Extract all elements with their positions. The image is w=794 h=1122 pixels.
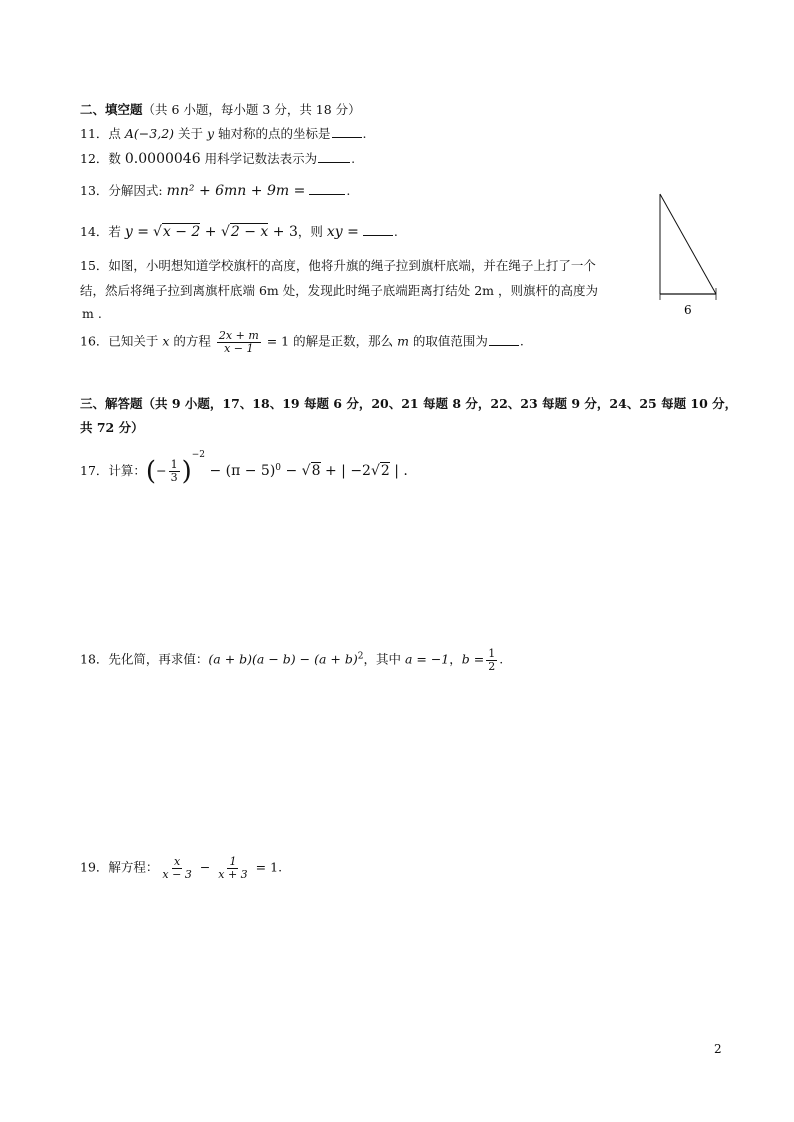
section-3-header-line-1: 三、解答题（共 9 小题，17、18、19 每题 6 分，20、21 每题 8 分，22、23 每题 9 分，24、25 每题 10 分， [80, 396, 738, 411]
math-expression: y = [124, 224, 149, 240]
question-number: 14． [80, 224, 109, 239]
question-number: 13． [80, 183, 109, 198]
math-expression: = 1 [251, 859, 279, 875]
fraction-denominator: x − 3 [162, 867, 192, 881]
question-text: ，其中 [363, 651, 405, 667]
question-text: 先化简，再求值： [108, 651, 209, 667]
math-expression: A(−3,2) [124, 126, 175, 141]
math-expression: mn² + 6mn + 9m = [166, 183, 306, 199]
fraction-numerator: x [174, 855, 181, 868]
question-11 [80, 124, 367, 142]
math-expression: xy = [326, 224, 359, 240]
exponent: 2 [357, 651, 364, 662]
question-15-line-2: 结，然后将绳子拉到离旗杆底端 6m 处，发现此时绳子底端距离打结处 2m ，则旗杆的高度为 [80, 283, 599, 298]
fraction [169, 459, 180, 483]
math-operator: + [200, 224, 221, 240]
math-expression: a = −1 [404, 651, 450, 667]
question-number: 17． [80, 463, 109, 478]
rope-line [660, 194, 716, 294]
fraction-denominator: 2 [488, 659, 496, 673]
question-number: 18． [80, 651, 109, 667]
question-number: 19． [80, 859, 109, 875]
punctuation: . [499, 651, 504, 667]
question-text: 点 [108, 126, 125, 141]
punctuation: . [278, 859, 283, 875]
math-expression: − (π − 5) [205, 463, 276, 479]
fraction [216, 856, 249, 880]
flagpole-figure [650, 188, 726, 320]
math-operator: + 3 [268, 224, 298, 240]
radicand: 8 [311, 463, 321, 479]
math-expression: b = [461, 651, 485, 667]
fraction-numerator: 2x + m [218, 329, 259, 342]
question-number: 16． [80, 333, 109, 349]
radicand: x − 2 [162, 224, 201, 240]
answer-blank[interactable] [318, 151, 350, 163]
question-text: 数 [108, 151, 125, 166]
fraction-denominator: x + 3 [218, 867, 248, 881]
exponent: −2 [191, 450, 205, 460]
math-expression: + | −2 [320, 463, 371, 479]
answer-blank[interactable] [489, 334, 519, 346]
question-text: 用科学记数法表示为 [200, 151, 318, 166]
section-2-header [80, 100, 361, 118]
question-text: 分解因式: [108, 183, 167, 198]
fraction [217, 330, 261, 354]
fraction-numerator: 1 [229, 855, 237, 868]
question-text: ， [449, 651, 462, 667]
fraction-denominator: x − 1 [224, 341, 254, 355]
fraction [160, 856, 193, 880]
fraction [486, 648, 497, 672]
answer-blank[interactable] [332, 126, 362, 138]
question-18 [80, 648, 503, 672]
question-text: 计算： [108, 463, 146, 478]
exponent: 0 [275, 462, 282, 473]
question-number: 15． [80, 258, 109, 273]
radicand: 2 [380, 463, 390, 479]
question-text: m . [82, 306, 102, 321]
question-text: 的解是正数，那么 [289, 333, 398, 349]
math-operator: − [195, 859, 215, 875]
right-paren: ) [181, 456, 192, 487]
question-13 [80, 181, 350, 199]
question-text: 解方程： [108, 859, 159, 875]
question-text: 若 [108, 224, 125, 239]
punctuation: . [351, 151, 356, 166]
question-text: 关于 [174, 126, 207, 141]
question-text: 已知关于 [108, 333, 163, 349]
question-text: 的方程 [169, 333, 215, 349]
question-19 [80, 856, 282, 880]
math-variable: x [162, 333, 170, 349]
left-paren: ( [145, 456, 157, 487]
math-variable: y [206, 126, 215, 141]
math-expression: | . [389, 463, 408, 479]
section-2-title: 二、填空题 [80, 102, 143, 117]
radicand: 2 − x [230, 224, 269, 240]
punctuation: . [519, 333, 524, 349]
figure-label: 6 [684, 303, 692, 317]
math-expression: (a + b)(a − b) − (a + b) [208, 651, 358, 667]
math-operator: − [281, 463, 302, 479]
question-text: ，则 [297, 224, 327, 239]
question-text: 轴对称的点的坐标是 [214, 126, 331, 141]
section-3-header-line-2: 共 72 分） [80, 420, 144, 435]
question-12 [80, 149, 355, 167]
answer-blank[interactable] [309, 183, 345, 195]
question-14: 14．若 y = √x − 2 + √2 − x + 3，则 xy = . [80, 224, 398, 240]
fraction-numerator: 1 [488, 647, 496, 660]
question-15-line-3 [80, 306, 102, 321]
answer-blank[interactable] [363, 224, 393, 236]
punctuation: . [346, 183, 351, 198]
math-expression: = 1 [262, 333, 290, 349]
punctuation: . [362, 126, 367, 141]
question-17: 17．计算：(− $\frac{1}{3}$ )$^{-2} - (\pi - 5)^0 - √8$ + | −2√2 | . [80, 450, 408, 487]
section-2-note: （共 6 小题，每小题 3 分，共 18 分） [142, 102, 361, 117]
math-operator: − [156, 463, 167, 478]
question-text: 的取值范围为 [408, 333, 488, 349]
question-number: 12． [80, 151, 109, 166]
math-expression: 0.0000046 [124, 151, 201, 167]
punctuation: . [393, 224, 398, 239]
math-variable: m [397, 333, 409, 349]
question-16 [80, 330, 524, 354]
question-number: 11． [80, 126, 109, 141]
question-15-line-1 [80, 256, 596, 274]
fraction-numerator: 1 [170, 458, 178, 472]
fraction-denominator: 3 [170, 471, 178, 484]
question-text: 如图，小明想知道学校旗杆的高度，他将升旗的绳子拉到旗杆底端，并在绳子上打了一个 [108, 258, 596, 273]
page-number: 2 [714, 1042, 722, 1056]
